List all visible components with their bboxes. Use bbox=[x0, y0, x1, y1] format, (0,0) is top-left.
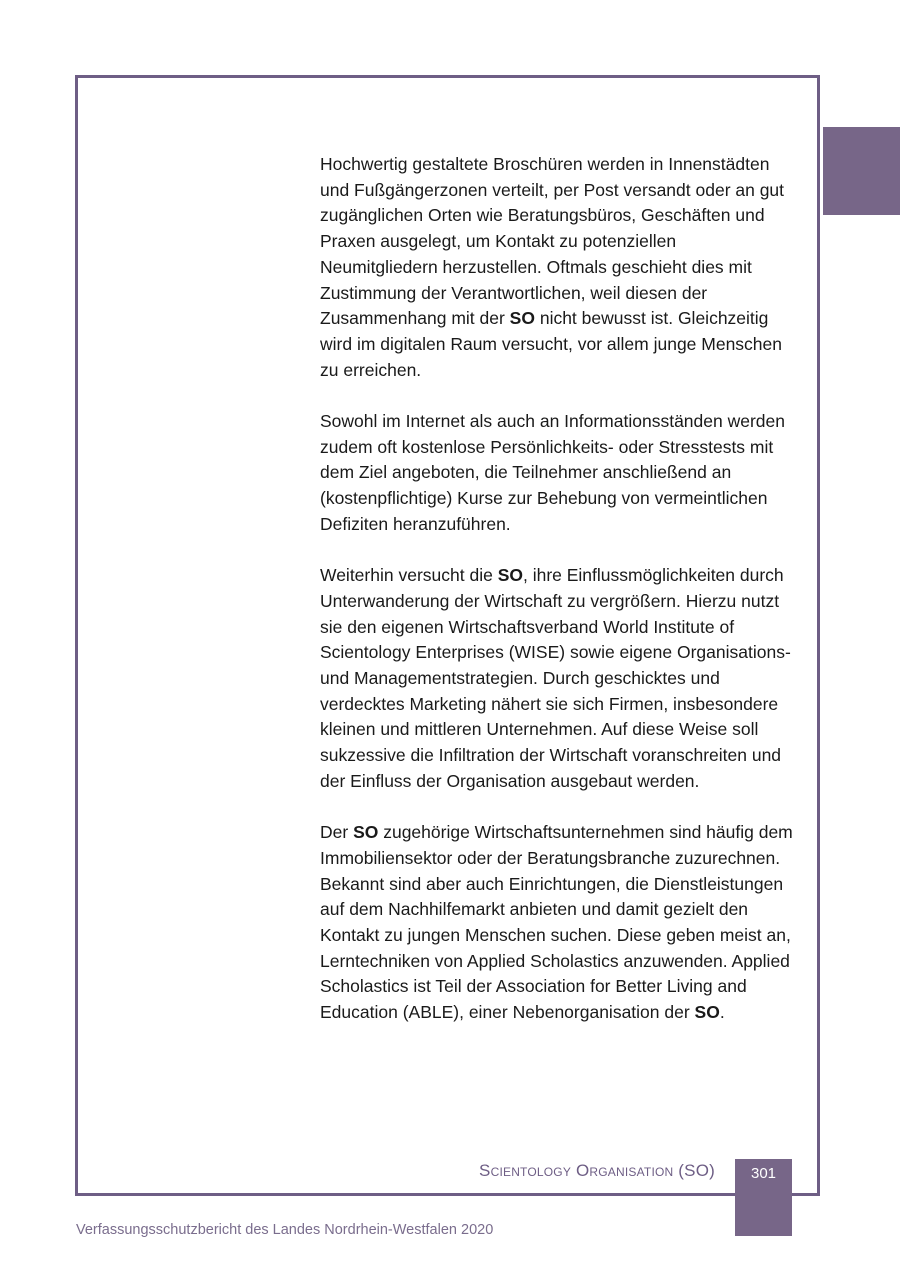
running-section-title: Scientology Organisation (SO) bbox=[479, 1161, 715, 1180]
page-number: 301 bbox=[750, 1165, 777, 1182]
document-footer: Verfassungsschutzbericht des Landes Nordrhein-Westfalen 2020 bbox=[76, 1222, 494, 1238]
chapter-tab-marker bbox=[823, 127, 900, 215]
paragraph-2: Sowohl im Internet als auch an Informationsständen werden zudem oft kostenlose Persönlichkeits- oder Stresstests mit dem Ziel angeboten, die Teilnehmer anschließend an (kostenpflichtige) Kurse zur Behebung von vermeintlichen Defiziten heranzuführen. bbox=[320, 411, 785, 534]
body-text bbox=[320, 152, 798, 1052]
organisation-abbreviation: SO bbox=[509, 308, 535, 329]
organisation-abbreviation: SO bbox=[353, 822, 379, 843]
page-number-box bbox=[735, 1159, 792, 1236]
paragraph-3: Weiterhin versucht die SO, ihre Einflussmöglichkeiten durch Unterwanderung der Wirtschaft zu vergrößern. Hierzu nutzt sie den eigenen Wirtschaftsverband World Institute of Scientology Enterprises (WISE) sowie eigene Organisations- und Managementstrategien. Durch geschicktes und verdecktes Marketing nähert sie sich Firmen, insbesondere kleinen und mittleren Unternehmen. Auf diese Weise soll sukzessive die Infiltration der Wirtschaft voranschreiten und der Einfluss der Organisation ausgebaut werden. bbox=[320, 565, 791, 791]
organisation-abbreviation: SO bbox=[694, 1002, 720, 1023]
organisation-abbreviation: SO bbox=[497, 565, 523, 586]
paragraph-4: Der SO zugehörige Wirtschaftsunternehmen sind häufig dem Immobiliensektor oder der Beratungsbranche zuzurechnen. Bekannt sind aber auch Einrichtungen, die Dienstleistungen auf dem Nachhilfemarkt anbieten und damit gezielt den Kontakt zu jungen Menschen suchen. Diese geben meist an, Lerntechniken von Applied Scholastics anzuwenden. Applied Scholastics ist Teil der Association for Better Living and Education (ABLE), einer Nebenorganisation der SO. bbox=[320, 822, 793, 1023]
paragraph-1: Hochwertig gestaltete Broschüren werden in Innenstädten und Fußgängerzonen verteilt, per Post versandt oder an gut zugänglichen Orten wie Beratungsbüros, Geschäften und Praxen ausgelegt, um Kontakt zu potenziellen Neumitgliedern herzustellen. Oftmals geschieht dies mit Zustimmung der Verantwortlichen, weil diesen der Zusammenhang mit der SO nicht bewusst ist. Gleichzeitig wird im digitalen Raum versucht, vor allem junge Menschen zu erreichen. bbox=[320, 154, 785, 380]
